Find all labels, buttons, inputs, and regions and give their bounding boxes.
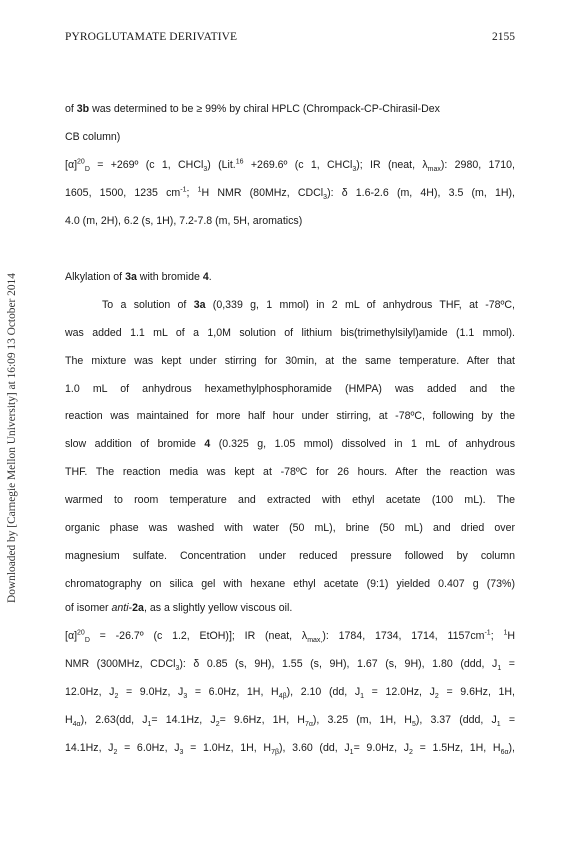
text-run: ), 2.10 (dd, J: [286, 686, 361, 698]
text-run: ;: [186, 187, 198, 199]
text-line: [65, 438, 515, 450]
text-line: [65, 742, 515, 757]
text-run: The mixture was kept under stirring for 30min, at the same temperature. After that: [65, 355, 515, 367]
page-header: [65, 31, 515, 47]
text-run: reaction was maintained for more half hour under stirring, at -78ºC, following by the: [65, 410, 515, 422]
text-run: 3a: [125, 271, 137, 283]
text-run: 12.0Hz, J: [65, 686, 115, 698]
text-line: [65, 714, 516, 729]
text-run: = +269º (c 1, CHCl: [89, 159, 204, 171]
text-run: = 1.5Hz, 1H, H: [412, 742, 501, 754]
text-run: -1: [484, 629, 491, 637]
text-run: 2a: [132, 602, 144, 614]
text-run: 4: [204, 438, 211, 450]
text-run: 1: [147, 721, 152, 729]
text-line: [65, 131, 120, 143]
text-run: = 9.0Hz, J: [118, 686, 184, 698]
text-run: 3: [203, 166, 208, 174]
text-run: 3: [183, 693, 188, 701]
text-line: [65, 686, 515, 701]
text-run: To a solution of: [102, 299, 194, 311]
text-run: 1: [349, 749, 354, 757]
text-run: with bromide: [136, 271, 203, 283]
text-line: [65, 103, 440, 115]
text-line: [65, 522, 515, 534]
text-run: THF. The reaction media was kept at -78ºC for 26 hours. After the reaction was: [65, 466, 515, 478]
text-run: ): δ 1.6-2.6 (m, 4H), 3.5 (m, 1H),: [327, 187, 515, 199]
text-run: = 14.1Hz, J: [151, 714, 216, 726]
page-number: 2155: [492, 31, 515, 43]
text-run: D: [84, 637, 90, 645]
text-run: 2: [434, 693, 439, 701]
text-run: 1: [197, 186, 202, 194]
text-run: D: [84, 166, 90, 174]
text-run: =: [500, 714, 516, 726]
text-run: 4α: [72, 721, 81, 729]
text-run: 2: [409, 749, 413, 757]
text-run: (0.325 g, 1.05 mmol) dissolved in 1 mL of anhydrous: [210, 438, 516, 450]
text-run: 3a: [193, 299, 206, 311]
text-run: Alkylation of: [65, 271, 126, 283]
text-line: [65, 466, 515, 478]
text-run: 2: [113, 749, 118, 757]
text-run: 1: [496, 721, 501, 729]
text-run: 1: [497, 665, 502, 673]
text-run: = 1.0Hz, 1H, H: [183, 742, 272, 754]
text-run: 3: [175, 665, 180, 673]
text-run: magnesium sulfate. Concentration under reduced pressure followed by column: [65, 550, 515, 562]
text-run: 2: [114, 693, 119, 701]
text-run: 7β: [271, 749, 279, 757]
text-run: = 9.6Hz, 1H,: [438, 686, 515, 698]
text-run: ), 3.37 (ddd, J: [415, 714, 497, 726]
text-run: 20: [77, 629, 85, 637]
text-run: warmed to room temperature and extracted with ethyl acetate (100 mL). The: [65, 494, 515, 506]
text-run: 1.0 mL of anhydrous hexamethylphosphoramide (HMPA) was added and the: [65, 383, 515, 395]
text-run: [α]: [65, 159, 78, 171]
text-run: 3: [323, 194, 328, 202]
text-run: ); IR (neat, λ: [356, 159, 428, 171]
text-run: ): 2980, 1710,: [440, 159, 515, 171]
text-run: NMR (300MHz, CDCl: [65, 658, 176, 670]
text-line: [65, 410, 515, 422]
text-run: ;: [490, 630, 504, 642]
text-run: = 6.0Hz, J: [117, 742, 180, 754]
text-line: [65, 602, 292, 614]
running-title: PYROGLUTAMATE DERIVATIVE: [65, 31, 238, 43]
text-run: [α]: [65, 630, 78, 642]
text-run: 3: [352, 166, 357, 174]
text-run: 4β: [278, 693, 287, 701]
text-run: anti: [111, 602, 129, 614]
text-run: chromatography on silica gel with hexane ethyl acetate (9:1) yielded 0.407 g (73%): [65, 578, 515, 590]
text-run: 3b: [76, 103, 90, 115]
text-run: 5: [411, 721, 416, 729]
text-run: 1: [503, 629, 508, 637]
text-run: , as a slightly yellow viscous oil.: [143, 602, 293, 614]
text-run: = 9.0Hz, J: [353, 742, 410, 754]
text-run: = 12.0Hz, J: [364, 686, 435, 698]
text-run: ): δ 0.85 (s, 9H), 1.55 (s, 9H), 1.67 (s, 9H), 1.80 (ddd, J: [179, 658, 498, 670]
text-line: [65, 215, 302, 227]
text-run: max,: [307, 637, 323, 645]
text-run: CB column): [65, 131, 121, 143]
text-run: +269.6º (c 1, CHCl: [243, 159, 353, 171]
text-run: of isomer: [65, 602, 112, 614]
text-run: = -26.7º (c 1.2, EtOH)]; IR (neat, λ: [89, 630, 308, 642]
text-run: ) (Lit.: [207, 159, 236, 171]
download-watermark: Downloaded by [Carnegie Mellon University] at 16:09 13 October 2014: [6, 273, 18, 603]
text-run: was determined to be ≥ 99% by chiral HPLC (Chrompack-CP-Chirasil-Dex: [89, 103, 440, 115]
text-run: 16: [235, 158, 244, 166]
text-line: [65, 578, 515, 590]
text-run: max: [427, 166, 441, 174]
text-run: 4: [202, 271, 209, 283]
text-line: [65, 658, 515, 673]
text-run: ): 1784, 1734, 1714, 1157cm: [322, 630, 485, 642]
text-line: [65, 383, 515, 395]
text-run: =: [501, 658, 515, 670]
text-line: [65, 550, 515, 562]
text-run: -1: [180, 186, 187, 194]
text-run: of: [65, 103, 77, 115]
text-line: [65, 327, 515, 339]
text-run: -: [128, 602, 133, 614]
text-run: 1: [360, 693, 365, 701]
text-run: H: [507, 630, 515, 642]
text-line: [65, 355, 515, 367]
text-run: organic phase was washed with water (50 mL), brine (50 mL) and dried over: [65, 522, 515, 534]
text-run: 2: [215, 721, 220, 729]
text-run: was added 1.1 mL of a 1,0M solution of lithium bis(trimethylsilyl)amide (1.1 mmol).: [65, 327, 515, 339]
text-run: 20: [77, 158, 85, 166]
text-run: H NMR (80MHz, CDCl: [201, 187, 324, 199]
text-line: [65, 629, 515, 645]
text-run: H: [65, 714, 73, 726]
text-run: 1605, 1500, 1235 cm: [65, 187, 181, 199]
text-run: ), 2.63(dd, J: [80, 714, 148, 726]
text-run: 4.0 (m, 2H), 6.2 (s, 1H), 7.2-7.8 (m, 5H, aromatics): [65, 215, 303, 227]
text-run: ), 3.60 (dd, J: [278, 742, 350, 754]
text-run: ), 3.25 (m, 1H, H: [312, 714, 412, 726]
text-line: [65, 158, 515, 174]
text-run: 3: [179, 749, 184, 757]
text-run: 6α: [500, 749, 509, 757]
text-run: = 9.6Hz, 1H, H: [219, 714, 305, 726]
text-line: [65, 271, 212, 283]
text-run: 7α: [304, 721, 313, 729]
text-run: slow addition of bromide: [65, 438, 205, 450]
text-run: = 6.0Hz, 1H, H: [187, 686, 279, 698]
text-line: [65, 186, 515, 202]
text-line: [102, 299, 515, 311]
text-run: (0,339 g, 1 mmol) in 2 mL of anhydrous THF, at -78ºC,: [205, 299, 515, 311]
text-run: .: [208, 271, 212, 283]
text-run: 14.1Hz, J: [65, 742, 114, 754]
text-run: ),: [508, 742, 515, 754]
text-line: [65, 494, 515, 506]
